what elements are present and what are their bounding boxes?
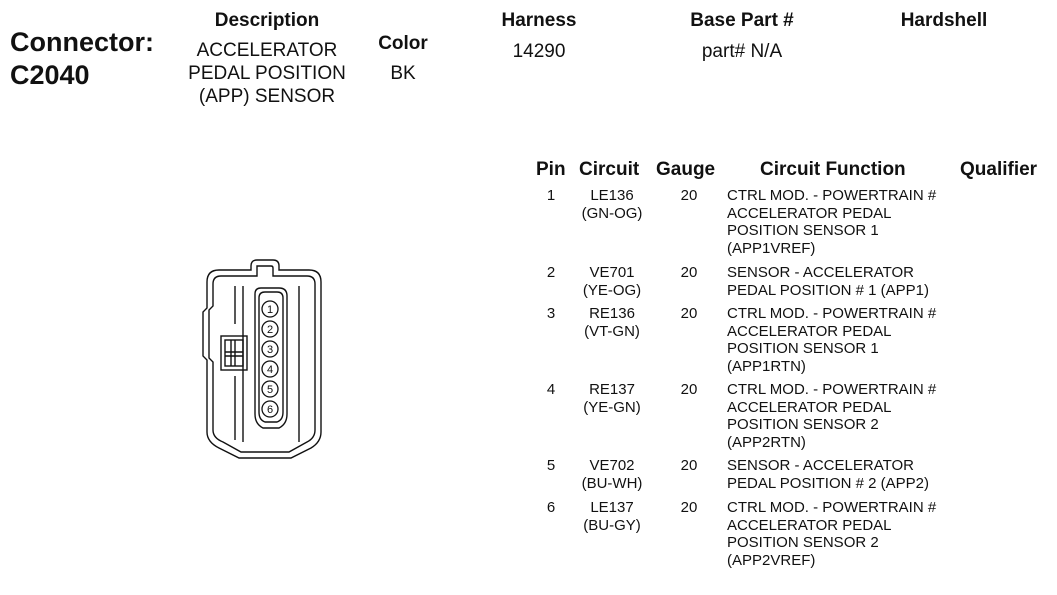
circuit-line: RE136 bbox=[589, 305, 635, 322]
base-part-value: part# N/A bbox=[701, 41, 783, 62]
description-header: Description bbox=[214, 10, 320, 31]
color-value: BK bbox=[390, 63, 416, 84]
connector-id: C2040 bbox=[10, 60, 90, 90]
pin-header: Pin bbox=[536, 159, 566, 180]
circuit-function-line: SENSOR - ACCELERATOR bbox=[727, 264, 914, 281]
circuit-line: (GN-OG) bbox=[581, 204, 643, 222]
circuit-function-line: (APP2VREF) bbox=[727, 551, 816, 569]
gauge-cell: 20 bbox=[680, 457, 698, 474]
circuit-function-cell bbox=[727, 264, 967, 299]
gauge-cell: 20 bbox=[680, 305, 698, 322]
qualifier-header: Qualifier bbox=[960, 159, 1038, 180]
hardshell-header: Hardshell bbox=[900, 10, 988, 31]
circuit-line: VE702 bbox=[589, 457, 635, 474]
connector-diagram bbox=[195, 252, 335, 464]
circuit-function-cell bbox=[727, 187, 967, 257]
circuit-line: RE137 bbox=[589, 381, 635, 398]
gauge-cell: 20 bbox=[680, 381, 698, 398]
pin-number: 1 bbox=[546, 187, 556, 204]
pin-circle-label: 1 bbox=[266, 304, 274, 316]
circuit-cell bbox=[568, 457, 656, 492]
gauge-cell: 20 bbox=[680, 187, 698, 204]
circuit-line: VE701 bbox=[589, 264, 635, 281]
pin-circle-label: 3 bbox=[266, 344, 274, 356]
circuit-function-line: SENSOR - ACCELERATOR bbox=[727, 457, 914, 474]
circuit-function-line: (APP2RTN) bbox=[727, 433, 806, 451]
pin-number: 5 bbox=[546, 457, 556, 474]
circuit-line: LE136 bbox=[590, 187, 634, 204]
circuit-function-line: PEDAL POSITION # 2 (APP2) bbox=[727, 474, 930, 492]
description-line: PEDAL POSITION bbox=[188, 63, 346, 84]
circuit-function-cell bbox=[727, 381, 967, 451]
base-part-header: Base Part # bbox=[690, 10, 794, 31]
pin-number: 4 bbox=[546, 381, 556, 398]
gauge-header: Gauge bbox=[656, 159, 716, 180]
pin-number: 2 bbox=[546, 264, 556, 281]
circuit-function-line: CTRL MOD. - POWERTRAIN # bbox=[727, 305, 937, 322]
circuit-function-line: POSITION SENSOR 1 bbox=[727, 222, 879, 239]
color-header: Color bbox=[378, 33, 428, 54]
description-line: ACCELERATOR bbox=[196, 40, 338, 61]
circuit-function-line: POSITION SENSOR 1 bbox=[727, 340, 879, 357]
pin-circle-label: 5 bbox=[266, 384, 274, 396]
gauge-cell: 20 bbox=[680, 499, 698, 516]
harness-header: Harness bbox=[501, 10, 577, 31]
pin-circle-label: 4 bbox=[266, 364, 274, 376]
connector-label-title: Connector: bbox=[10, 27, 154, 57]
circuit-function-line: (APP1VREF) bbox=[727, 239, 816, 257]
circuit-line: (YE-OG) bbox=[582, 281, 642, 299]
circuit-function-header: Circuit Function bbox=[760, 159, 906, 180]
circuit-function-line: ACCELERATOR PEDAL bbox=[727, 204, 892, 222]
circuit-function-cell bbox=[727, 457, 967, 492]
circuit-function-cell bbox=[727, 305, 967, 375]
circuit-function-line: CTRL MOD. - POWERTRAIN # bbox=[727, 187, 937, 204]
harness-value: 14290 bbox=[512, 41, 566, 62]
gauge-cell: 20 bbox=[680, 264, 698, 281]
circuit-line: LE137 bbox=[590, 499, 634, 516]
circuit-function-line: POSITION SENSOR 2 bbox=[727, 534, 879, 551]
pin-number: 3 bbox=[546, 305, 556, 322]
circuit-function-line: (APP1RTN) bbox=[727, 357, 806, 375]
circuit-line: (BU-WH) bbox=[581, 474, 643, 492]
circuit-function-line: ACCELERATOR PEDAL bbox=[727, 398, 892, 416]
circuit-function-cell bbox=[727, 499, 967, 569]
description-value bbox=[178, 39, 356, 108]
circuit-cell bbox=[568, 305, 656, 340]
latch-inner bbox=[225, 340, 243, 366]
circuit-function-line: PEDAL POSITION # 1 (APP1) bbox=[727, 281, 930, 299]
pin-group bbox=[262, 301, 278, 417]
circuit-function-line: CTRL MOD. - POWERTRAIN # bbox=[727, 381, 937, 398]
circuit-function-line: POSITION SENSOR 2 bbox=[727, 416, 879, 433]
circuit-line: (YE-GN) bbox=[583, 398, 641, 416]
circuit-header: Circuit bbox=[579, 159, 640, 180]
circuit-cell bbox=[568, 381, 656, 416]
circuit-function-line: CTRL MOD. - POWERTRAIN # bbox=[727, 499, 937, 516]
circuit-cell bbox=[568, 187, 656, 222]
pin-number: 6 bbox=[546, 499, 556, 516]
circuit-function-line: ACCELERATOR PEDAL bbox=[727, 516, 892, 534]
description-line: (APP) SENSOR bbox=[198, 86, 336, 107]
connector-label bbox=[10, 26, 154, 92]
circuit-line: (VT-GN) bbox=[584, 322, 640, 340]
circuit-cell bbox=[568, 499, 656, 534]
circuit-function-line: ACCELERATOR PEDAL bbox=[727, 322, 892, 340]
pin-circle-label: 6 bbox=[266, 404, 274, 416]
circuit-cell bbox=[568, 264, 656, 299]
circuit-line: (BU-GY) bbox=[583, 516, 641, 534]
pin-circle-label: 2 bbox=[266, 324, 274, 336]
